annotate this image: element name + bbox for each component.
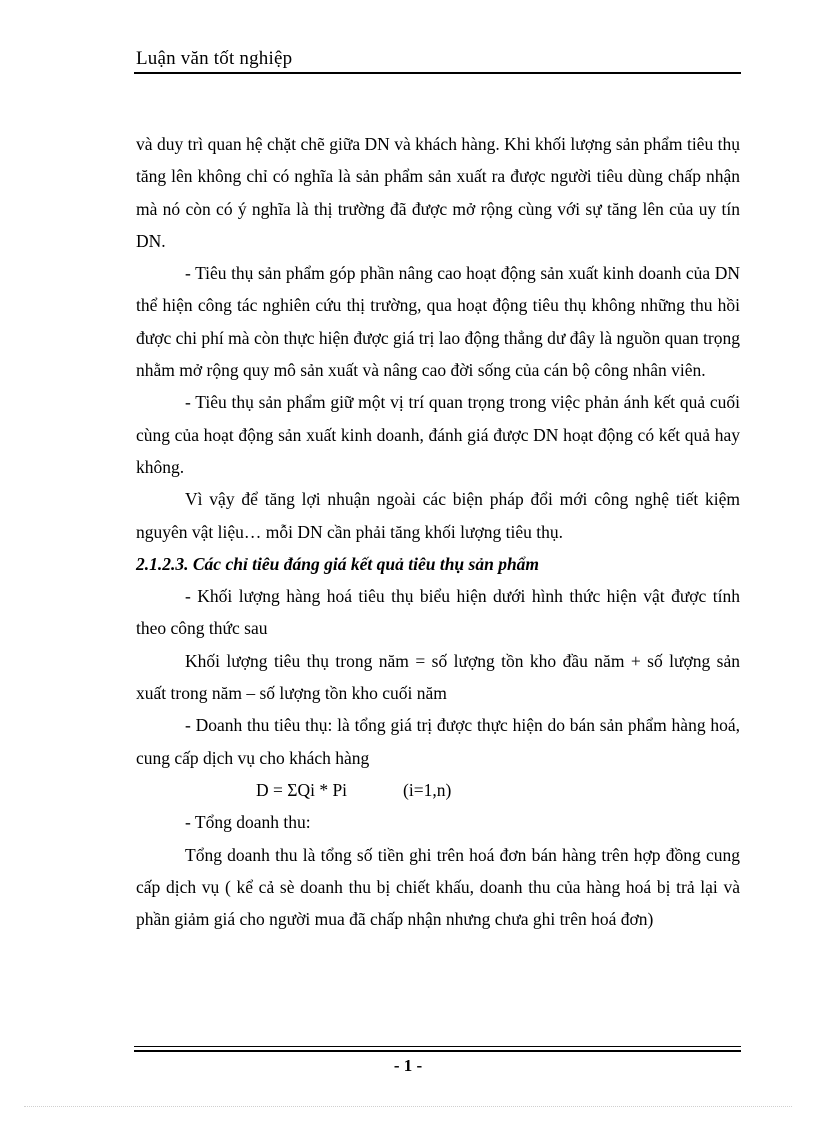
header-title: Luận văn tốt nghiệp (136, 48, 293, 69)
page-bottom-dotted-line (24, 1106, 792, 1107)
formula-condition: (i=1,n) (403, 779, 452, 800)
body-text (136, 128, 740, 935)
paragraph-3: - Tiêu thụ sản phẩm giữ một vị trí quan trọng trong việc phản ánh kết quả cuối cùng của hoạt động sản xuất kinh doanh, đánh giá được DN hoạt động có kết quả hay không. (136, 392, 740, 477)
revenue-formula (136, 774, 740, 806)
header-rule (134, 72, 741, 74)
formula-expression: D = ΣQi * Pi (256, 779, 348, 800)
paragraph-5: - Khối lượng hàng hoá tiêu thụ biểu hiện dưới hình thức hiện vật được tính theo công thức sau (136, 586, 740, 639)
paragraph-8: - Tổng doanh thu: (185, 812, 311, 833)
paragraph-7: - Doanh thu tiêu thụ: là tổng giá trị được thực hiện do bán sản phẩm hàng hoá, cung cấp dịch vụ cho khách hàng (136, 715, 740, 768)
section-heading: 2.1.2.3. Các chỉ tiêu đáng giá kết quả tiêu thụ sản phẩm (136, 553, 540, 574)
paragraph-2: - Tiêu thụ sản phẩm góp phần nâng cao hoạt động sản xuất kinh doanh của DN thể hiện công tác nghiên cứu thị trường, qua hoạt động tiêu thụ không những thu hồi được chi phí mà còn thực hiện được giá trị lao động thẳng dư đây là nguồn quan trọng nhằm mở rộng quy mô sản xuất và nâng cao đời sống của cán bộ công nhân viên. (136, 263, 740, 381)
paragraph-6: Khối lượng tiêu thụ trong năm = số lượng tồn kho đầu năm + số lượng sản xuất trong năm – số lượng tồn kho cuối năm (136, 650, 740, 704)
paragraph-9: Tổng doanh thu là tổng số tiền ghi trên hoá đơn bán hàng trên hợp đồng cung cấp dịch vụ ( kể cả sè doanh thu bị chiết khấu, doanh thu của hàng hoá bị trả lại và phần giảm giá cho người mua đã chấp nhận nhưng chưa ghi trên hoá đơn) (136, 844, 740, 930)
paragraph-1: và duy trì quan hệ chặt chẽ giữa DN và khách hàng. Khi khối lượng sản phẩm tiêu thụ tăng lên không chỉ có nghĩa là sản phẩm sản xuất ra được người tiêu dùng chấp nhận mà nó còn có ý nghĩa là thị trường đã được mở rộng cùng với sự tăng lên của uy tín DN. (136, 134, 740, 251)
page-number: - 1 - (393, 1056, 423, 1075)
paragraph-4: Vì vậy để tăng lợi nhuận ngoài các biện pháp đổi mới công nghệ tiết kiệm nguyên vật liệu… mỗi DN cần phải tăng khối lượng tiêu thụ. (136, 489, 740, 542)
footer-rule-thin (134, 1046, 741, 1047)
footer-rule-thick (134, 1050, 741, 1052)
